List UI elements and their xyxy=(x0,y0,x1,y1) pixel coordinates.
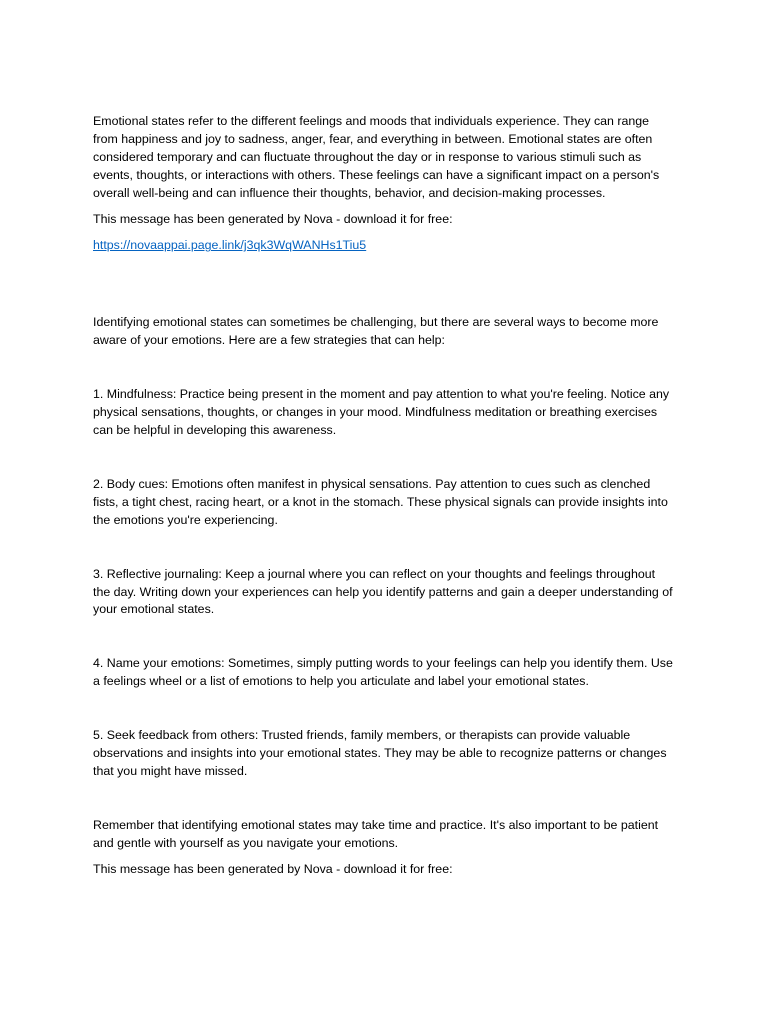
strategy-seek-feedback: 5. Seek feedback from others: Trusted friends, family members, or therapists can provide valuable observations and insights into your emotional states. They may be able to recognize patterns or changes that you might have missed. xyxy=(93,728,667,778)
intro-paragraph: Emotional states refer to the different feelings and moods that individuals experience. They can range from happiness and joy to sadness, anger, fear, and everything in between. Emotional states are often considered temporary and can fluctuate throughout the day or in response to various stimuli such as events, thoughts, or interactions with others. These feelings can have a significant impact on a person's overall well-being and can influence their thoughts, behavior, and decision-making processes. xyxy=(93,114,660,200)
generated-note: This message has been generated by Nova - download it for free: xyxy=(93,211,453,226)
download-link[interactable]: https://novaappai.page.link/j3qk3WqWANHs1Tiu5 xyxy=(93,238,367,253)
generated-note-footer: This message has been generated by Nova - download it for free: xyxy=(93,861,453,876)
link-line xyxy=(93,237,673,255)
strategy-body-cues: 2. Body cues: Emotions often manifest in physical sensations. Pay attention to cues such as clenched fists, a tight chest, racing heart, or a knot in the stomach. These physical signals can provide insights into the emotions you're experiencing. xyxy=(93,476,668,527)
strategies-lead-paragraph: Identifying emotional states can sometimes be challenging, but there are several ways to become more aware of your emotions. Here are a few strategies that can help: xyxy=(93,315,659,348)
strategy-reflective-journaling: 3. Reflective journaling: Keep a journal where you can reflect on your thoughts and feelings throughout the day. Writing down your experiences can help you identify patterns and gain a deeper understanding of your emotional states. xyxy=(93,566,673,617)
strategy-name-emotions: 4. Name your emotions: Sometimes, simply putting words to your feelings can help you identify them. Use a feelings wheel or a list of emotions to help you articulate and label your emotional states. xyxy=(93,656,673,689)
closing-paragraph: Remember that identifying emotional states may take time and practice. It's also important to be patient and gentle with yourself as you navigate your emotions. xyxy=(93,817,659,850)
document-body xyxy=(93,113,673,879)
strategy-mindfulness: 1. Mindfulness: Practice being present in the moment and pay attention to what you're feeling. Notice any physical sensations, thoughts, or changes in your mood. Mindfulness meditation or breathing exercises can be helpful in developing this awareness. xyxy=(93,387,670,437)
